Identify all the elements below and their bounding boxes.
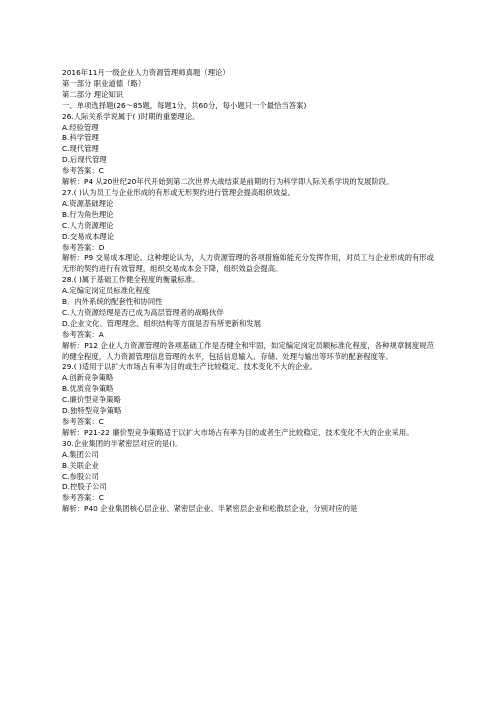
answer-option: B.关联企业 bbox=[62, 460, 99, 470]
answer-option: B.科学管理 bbox=[62, 133, 99, 143]
answer-option: A.经验管理 bbox=[62, 122, 99, 132]
document-title: 2016年11月一级企业人力资源管理师真题（理论） bbox=[62, 68, 230, 77]
question-instructions: 一、单项选择题(26～85题，每题1分，共60分，每小题只一个最恰当答案) bbox=[62, 100, 307, 110]
question-29: 29.( )适用于以扩大市场占有率为目的或生产比较稳定、技术变化不大的企业。 bbox=[62, 362, 318, 372]
answer-option: D.交易成本理论 bbox=[62, 231, 115, 241]
answer-option: B.优质竞争策略 bbox=[62, 384, 114, 394]
explanation-paragraph: 解析：P21-22 廉价型竞争策略适于以扩大市场占有率为目的或者生产比较稳定、技术变化不大的企业采用。 bbox=[62, 427, 414, 437]
answer-option: C.现代管理 bbox=[62, 144, 99, 154]
answer-option: B.行为角色理论 bbox=[62, 209, 114, 219]
answer-option: C.廉价型竞争策略 bbox=[62, 395, 121, 405]
answer-option: D.控股子公司 bbox=[62, 482, 107, 492]
explanation-paragraph: 解析：P40 企业集团核心层企业、紧密层企业、半紧密层企业和松散层企业，分别对应的是 bbox=[62, 504, 358, 514]
section-heading: 第二部分 理论知识 bbox=[62, 89, 124, 99]
answer-option: D.企业文化、管理理念、组织结构等方面是否有所更新和发展 bbox=[62, 318, 262, 328]
reference-answer: 参考答案：C bbox=[62, 166, 104, 176]
explanation-paragraph: 解析：P12 企业人力资源管理的各项基础工作是否健全和牢固，如定编定岗定员额标准化程度，各种规章制度规范的健全程度，人力资源管理信息管理的水平，包括信息输入、存储、处理与输出等环节的配套程度等。 bbox=[62, 340, 434, 361]
answer-option: A.集团公司 bbox=[62, 449, 99, 459]
answer-option: C.人力资源经理是否已成为高层管理者的战略伙伴 bbox=[62, 307, 224, 317]
answer-option: C.人力资源理论 bbox=[62, 220, 114, 230]
question-28: 28.( )属于基础工作健全程度的衡量标准。 bbox=[62, 275, 200, 285]
reference-answer: 参考答案：A bbox=[62, 329, 104, 339]
answer-option: C.参股公司 bbox=[62, 471, 99, 481]
answer-option: D.后现代管理 bbox=[62, 155, 107, 165]
document-body bbox=[62, 68, 434, 515]
answer-option: B．内外系统的配套性和协同性 bbox=[62, 297, 163, 307]
answer-option: A.创新竞争策略 bbox=[62, 373, 114, 383]
question-30: 30.企业集团的半紧密层对应的是()。 bbox=[62, 438, 183, 448]
explanation-paragraph: 解析：P9 交易成本理论。这种理论认为，人力资源管理的各项措施如能充分发挥作用，对员工与企业形成的有形或无形的契约进行有效管理，组织交易成本会下降，组织效益会提高。 bbox=[62, 253, 434, 274]
answer-option: A.资源基础理论 bbox=[62, 198, 114, 208]
section-heading: 第一部分 职业道德（略） bbox=[62, 78, 146, 88]
reference-answer: 参考答案：D bbox=[62, 242, 105, 252]
answer-option: A.定编定岗定员标准化程度 bbox=[62, 286, 151, 296]
reference-answer: 参考答案：C bbox=[62, 493, 104, 503]
answer-option: D.独特型竞争策略 bbox=[62, 406, 122, 416]
question-26: 26.人际关系学说属于( )时期的重要理论。 bbox=[62, 111, 200, 121]
explanation-paragraph: 解析：P4 从20世纪20年代开始到第二次世界大战结束是前期的行为科学即人际关系学说的发展阶段。 bbox=[62, 177, 394, 187]
reference-answer: 参考答案：C bbox=[62, 417, 104, 426]
question-27: 27.( )认为员工与企业形成的有形或无形契约进行管理会提高组织效益。 bbox=[62, 187, 295, 197]
